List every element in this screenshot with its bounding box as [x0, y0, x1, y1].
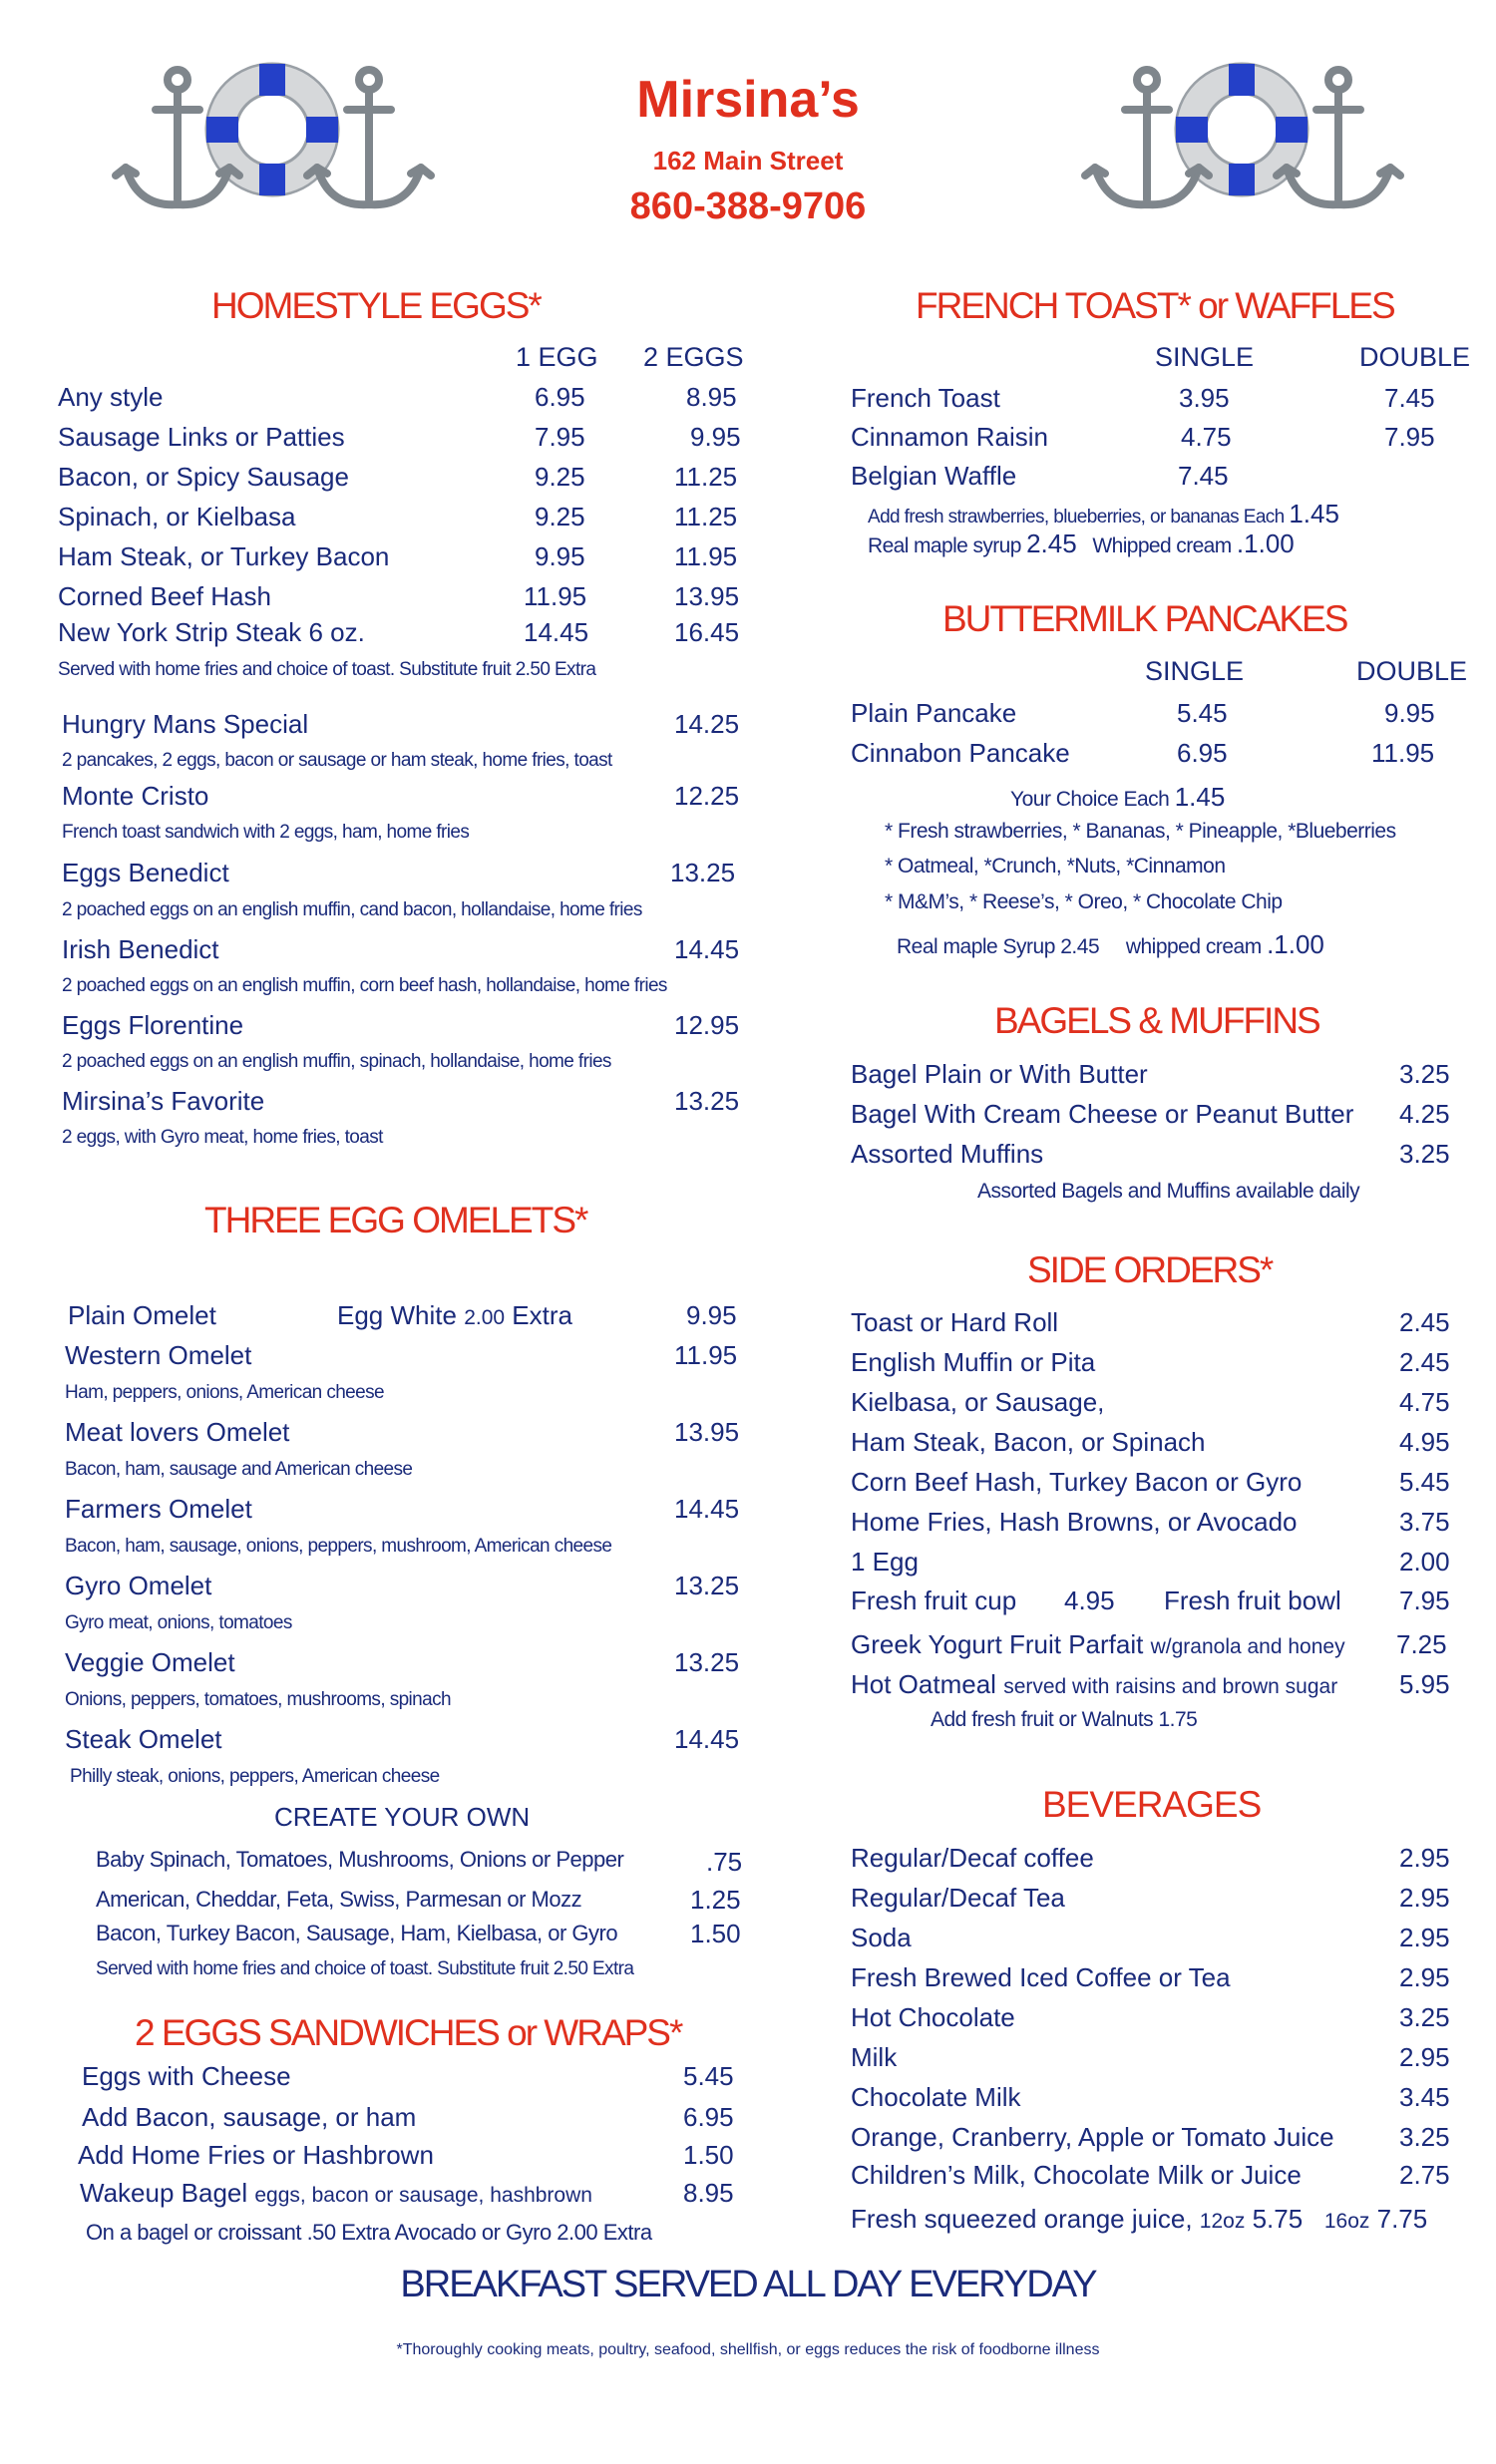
menu-item-name: Meat lovers Omelet: [65, 1417, 290, 1447]
french-toast-addon-syrup: Real maple syrup 2.45 Whipped cream .1.00: [868, 528, 1295, 558]
menu-item-price: 5.45: [1177, 698, 1228, 728]
menu-item-desc: Bacon, ham, sausage and American cheese: [65, 1459, 413, 1480]
menu-item-name: Chocolate Milk: [851, 2082, 1021, 2112]
menu-item-name: Eggs Benedict: [62, 858, 229, 887]
menu-item-price: 12.25: [674, 781, 740, 811]
sandwiches-title: 2 EGGS SANDWICHES or WRAPS*: [135, 2012, 682, 2053]
create-option-name: Baby Spinach, Tomatoes, Mushrooms, Onions or Pepper: [96, 1847, 624, 1872]
menu-item-name: Ham Steak, or Turkey Bacon: [58, 541, 390, 571]
menu-item-name: Any style: [58, 382, 164, 412]
menu-item-price: 7.95: [1384, 422, 1435, 452]
menu-item-price: 4.95: [1399, 1427, 1450, 1457]
menu-item-name: Cinnabon Pancake: [851, 738, 1070, 768]
menu-item-price: 9.25: [535, 462, 585, 492]
menu-item-price: 11.25: [674, 462, 738, 492]
menu-item-desc: French toast sandwich with 2 eggs, ham, home fries: [62, 822, 470, 843]
menu-item-name: Farmers Omelet: [65, 1494, 252, 1524]
beverages-title: BEVERAGES: [1042, 1784, 1262, 1825]
pancakes-col-double: DOUBLE: [1356, 656, 1468, 686]
menu-item-name: Wakeup Bagel eggs, bacon or sausage, hashbrown: [80, 2178, 592, 2208]
menu-item-name: New York Strip Steak 6 oz.: [58, 617, 365, 647]
menu-item-price: 4.75: [1181, 422, 1232, 452]
menu-item-price: 8.95: [686, 382, 737, 412]
menu-item-price: 9.95: [690, 422, 741, 452]
menu-item-desc: Bacon, ham, sausage, onions, peppers, mushroom, American cheese: [65, 1536, 612, 1557]
menu-item-name: Monte Cristo: [62, 781, 209, 811]
menu-item-price: 3.45: [1399, 2082, 1450, 2112]
menu-item-name: Hungry Mans Special: [62, 709, 309, 739]
restaurant-address: 162 Main Street: [652, 146, 844, 176]
menu-item-price: 16.45: [674, 617, 740, 647]
menu-item-name: French Toast: [851, 383, 1000, 413]
menu-item-price: 2.00: [1399, 1547, 1450, 1577]
menu-item-name: Home Fries, Hash Browns, or Avocado: [851, 1507, 1298, 1537]
menu-item-name: Regular/Decaf Tea: [851, 1883, 1065, 1913]
menu-item-price: 2.95: [1399, 1883, 1450, 1913]
menu-item-price: 5.45: [683, 2061, 734, 2091]
menu-item-name: Toast or Hard Roll: [851, 1307, 1059, 1337]
menu-item-price: 14.25: [674, 709, 740, 739]
menu-item-price: 11.95: [524, 581, 587, 611]
menu-item-price: 6.95: [1177, 738, 1228, 768]
menu-item-desc: 2 eggs, with Gyro meat, home fries, toast: [62, 1127, 383, 1148]
omelets-title: THREE EGG OMELETS*: [204, 1200, 587, 1240]
menu-item-name: Sausage Links or Patties: [58, 422, 345, 452]
menu-item-price: 6.95: [535, 382, 585, 412]
menu-item-price: 6.95: [683, 2102, 734, 2132]
menu-item-price: 9.95: [686, 1300, 737, 1330]
menu-item-price: 8.95: [683, 2178, 734, 2208]
menu-item-name: Add Home Fries or Hashbrown: [78, 2140, 434, 2170]
sandwiches-note: On a bagel or croissant .50 Extra Avocado or Gyro 2.00 Extra: [86, 2220, 652, 2245]
menu-item-price: 2.75: [1399, 2160, 1450, 2190]
pancakes-title: BUTTERMILK PANCAKES: [942, 598, 1347, 639]
menu-item-price: 3.25: [1399, 2122, 1450, 2152]
menu-item-price: 1.50: [683, 2140, 734, 2170]
menu-item-name: Hot Oatmeal served with raisins and brown sugar: [851, 1669, 1338, 1699]
menu-item-name: Milk: [851, 2042, 898, 2072]
menu-item-price: 3.25: [1399, 2002, 1450, 2032]
fresh-oj-line: Fresh squeezed orange juice, 12oz 5.75 16oz 7.75: [851, 2204, 1428, 2234]
create-option-name: American, Cheddar, Feta, Swiss, Parmesan or Mozz: [96, 1887, 582, 1912]
homestyle-col-1egg: 1 EGG: [516, 342, 598, 372]
pancakes-col-single: SINGLE: [1145, 656, 1245, 686]
create-option-price: .75: [706, 1847, 743, 1877]
menu-item-price: 2.45: [1399, 1347, 1450, 1377]
homestyle-eggs-title: HOMESTYLE EGGS*: [211, 285, 541, 326]
menu-item-name: Corned Beef Hash: [58, 581, 271, 611]
menu-item-name: Add Bacon, sausage, or ham: [82, 2102, 417, 2132]
menu-item-price: 3.25: [1399, 1139, 1450, 1169]
menu-item-name: Western Omelet: [65, 1340, 252, 1370]
menu-item-name: Hot Chocolate: [851, 2002, 1015, 2032]
menu-item-price: 5.45: [1399, 1467, 1450, 1497]
menu-item-name: Steak Omelet: [65, 1724, 222, 1754]
menu-item-desc: 2 pancakes, 2 eggs, bacon or sausage or ham steak, home fries, toast: [62, 750, 612, 771]
menu-item-price: 5.95: [1399, 1669, 1450, 1699]
menu-item-name: Bacon, or Spicy Sausage: [58, 462, 349, 492]
menu-item-name: Corn Beef Hash, Turkey Bacon or Gyro: [851, 1467, 1303, 1497]
menu-item-price: 11.95: [674, 541, 738, 571]
menu-item-name: Regular/Decaf coffee: [851, 1843, 1094, 1873]
menu-item-desc: 2 poached eggs on an english muffin, corn beef hash, hollandaise, home fries: [62, 975, 667, 996]
menu-item-name: 1 Egg: [851, 1547, 919, 1577]
menu-item-price: 7.45: [1178, 461, 1229, 491]
menu-item-name: Fresh Brewed Iced Coffee or Tea: [851, 1962, 1231, 1992]
footer-disclaimer: *Thoroughly cooking meats, poultry, seafood, shellfish, or eggs reduces the risk of foodborne illness: [396, 2341, 1100, 2358]
pancakes-syrup-cream: Real maple Syrup 2.45 whipped cream .1.00: [897, 929, 1324, 959]
menu-item-price: 13.95: [674, 1417, 740, 1447]
menu-item-name: Soda: [851, 1923, 912, 1952]
menu-item-name: English Muffin or Pita: [851, 1347, 1096, 1377]
menu-item-price: 12.95: [674, 1010, 740, 1040]
french-toast-addon-fruit: Add fresh strawberries, blueberries, or bananas Each 1.45: [868, 499, 1339, 528]
menu-item-price: 4.25: [1399, 1099, 1450, 1129]
menu-item-price: 11.25: [674, 502, 738, 531]
create-option-price: 1.25: [690, 1885, 741, 1915]
menu-item-price: 7.45: [1384, 383, 1435, 413]
french-toast-title: FRENCH TOAST* or WAFFLES: [916, 285, 1394, 326]
menu-item-name: Fresh fruit bowl: [1164, 1585, 1341, 1615]
menu-item-price: 13.25: [670, 858, 736, 887]
menu-item-name: Bagel Plain or With Butter: [851, 1059, 1148, 1089]
menu-item-price: 7.95: [535, 422, 585, 452]
pancakes-topping-list: * M&M’s, * Reese’s, * Oreo, * Chocolate Chip: [885, 890, 1283, 913]
french-toast-col-double: DOUBLE: [1359, 342, 1471, 372]
menu-item-price: 11.95: [674, 1340, 738, 1370]
restaurant-phone: 860-388-9706: [629, 185, 867, 227]
menu-item-name: Fresh fruit cup: [851, 1585, 1017, 1615]
menu-item-name: Plain Pancake: [851, 698, 1017, 728]
menu-item-name: Ham Steak, Bacon, or Spinach: [851, 1427, 1206, 1457]
menu-item-price: 13.25: [674, 1647, 740, 1677]
menu-item-price: 2.95: [1399, 1923, 1450, 1952]
menu-item-name: Children’s Milk, Chocolate Milk or Juice: [851, 2160, 1302, 2190]
menu-item-price: 3.75: [1399, 1507, 1450, 1537]
bagels-title: BAGELS & MUFFINS: [994, 1000, 1319, 1041]
menu-item-desc: 2 poached eggs on an english muffin, cand bacon, hollandaise, home fries: [62, 899, 642, 920]
menu-item-name: Cinnamon Raisin: [851, 422, 1048, 452]
menu-item-name: Orange, Cranberry, Apple or Tomato Juice: [851, 2122, 1334, 2152]
menu-item-price: 3.95: [1179, 383, 1230, 413]
menu-item-desc: Gyro meat, onions, tomatoes: [65, 1612, 292, 1633]
menu-item-price: 9.95: [1384, 698, 1435, 728]
menu-item-price: 2.95: [1399, 2042, 1450, 2072]
menu-item-name: Kielbasa, or Sausage,: [851, 1387, 1105, 1417]
pancakes-topping-list: * Fresh strawberries, * Bananas, * Pineapple, *Blueberries: [885, 820, 1396, 843]
menu-item-name: Gyro Omelet: [65, 1571, 212, 1600]
pancakes-topping-list: * Oatmeal, *Crunch, *Nuts, *Cinnamon: [885, 855, 1226, 878]
menu-item-price: 9.25: [535, 502, 585, 531]
menu-item-desc: Onions, peppers, tomatoes, mushrooms, spinach: [65, 1689, 451, 1710]
menu-item-name: Plain Omelet: [68, 1300, 216, 1330]
menu-item-price: 13.25: [674, 1571, 740, 1600]
egg-white-option: Egg White 2.00 Extra: [337, 1300, 572, 1330]
menu-item-name: Assorted Muffins: [851, 1139, 1044, 1169]
homestyle-col-2eggs: 2 EGGS: [643, 342, 744, 372]
menu-item-price: 4.75: [1399, 1387, 1450, 1417]
menu-item-name: Bagel With Cream Cheese or Peanut Butter: [851, 1099, 1354, 1129]
menu-item-price: 2.95: [1399, 1843, 1450, 1873]
menu-item-price: 14.45: [674, 934, 740, 964]
footer-title: BREAKFAST SERVED ALL DAY EVERYDAY: [400, 2264, 1096, 2305]
french-toast-col-single: SINGLE: [1155, 342, 1255, 372]
menu-item-price: 13.25: [674, 1086, 740, 1116]
menu-item-name: Eggs Florentine: [62, 1010, 244, 1040]
menu-item-price: 7.95: [1399, 1585, 1450, 1615]
oatmeal-note: Add fresh fruit or Walnuts 1.75: [931, 1708, 1198, 1731]
menu-item-price: 3.25: [1399, 1059, 1450, 1089]
side-orders-title: SIDE ORDERS*: [1027, 1249, 1273, 1290]
omelets-note: Served with home fries and choice of toast. Substitute fruit 2.50 Extra: [96, 1958, 634, 1979]
menu-item-name: Spinach, or Kielbasa: [58, 502, 296, 531]
menu-item-desc: Ham, peppers, onions, American cheese: [65, 1382, 384, 1403]
pancakes-choice: Your Choice Each 1.45: [1010, 782, 1226, 812]
menu-item-price: 7.25: [1396, 1629, 1447, 1659]
menu-item-name: Greek Yogurt Fruit Parfait w/granola and honey: [851, 1629, 1345, 1659]
homestyle-note: Served with home fries and choice of toast. Substitute fruit 2.50 Extra: [58, 659, 596, 680]
create-option-name: Bacon, Turkey Bacon, Sausage, Ham, Kielbasa, or Gyro: [96, 1921, 618, 1945]
create-option-price: 1.50: [690, 1919, 741, 1948]
menu-item-name: Eggs with Cheese: [82, 2061, 291, 2091]
menu-item-name: Irish Benedict: [62, 934, 219, 964]
menu-item-desc: 2 poached eggs on an english muffin, spinach, hollandaise, home fries: [62, 1051, 611, 1072]
menu-item-price: 9.95: [535, 541, 585, 571]
menu-item-name: Veggie Omelet: [65, 1647, 235, 1677]
menu-item-price: 14.45: [674, 1724, 740, 1754]
menu-item-desc: Philly steak, onions, peppers, American cheese: [70, 1766, 440, 1787]
bagels-note: Assorted Bagels and Muffins available daily: [977, 1180, 1360, 1203]
menu-item-name: Belgian Waffle: [851, 461, 1017, 491]
menu-item-price: 11.95: [1371, 738, 1435, 768]
menu-item-price: 14.45: [674, 1494, 740, 1524]
menu-item-price: 2.45: [1399, 1307, 1450, 1337]
menu-item-price: 14.45: [524, 617, 589, 647]
menu-item-price: 2.95: [1399, 1962, 1450, 1992]
menu-item-name: Mirsina’s Favorite: [62, 1086, 265, 1116]
menu-item-price: 4.95: [1064, 1585, 1115, 1615]
create-your-own-title: CREATE YOUR OWN: [274, 1802, 531, 1832]
menu-item-price: 13.95: [674, 581, 740, 611]
restaurant-name: Mirsina’s: [636, 71, 860, 129]
